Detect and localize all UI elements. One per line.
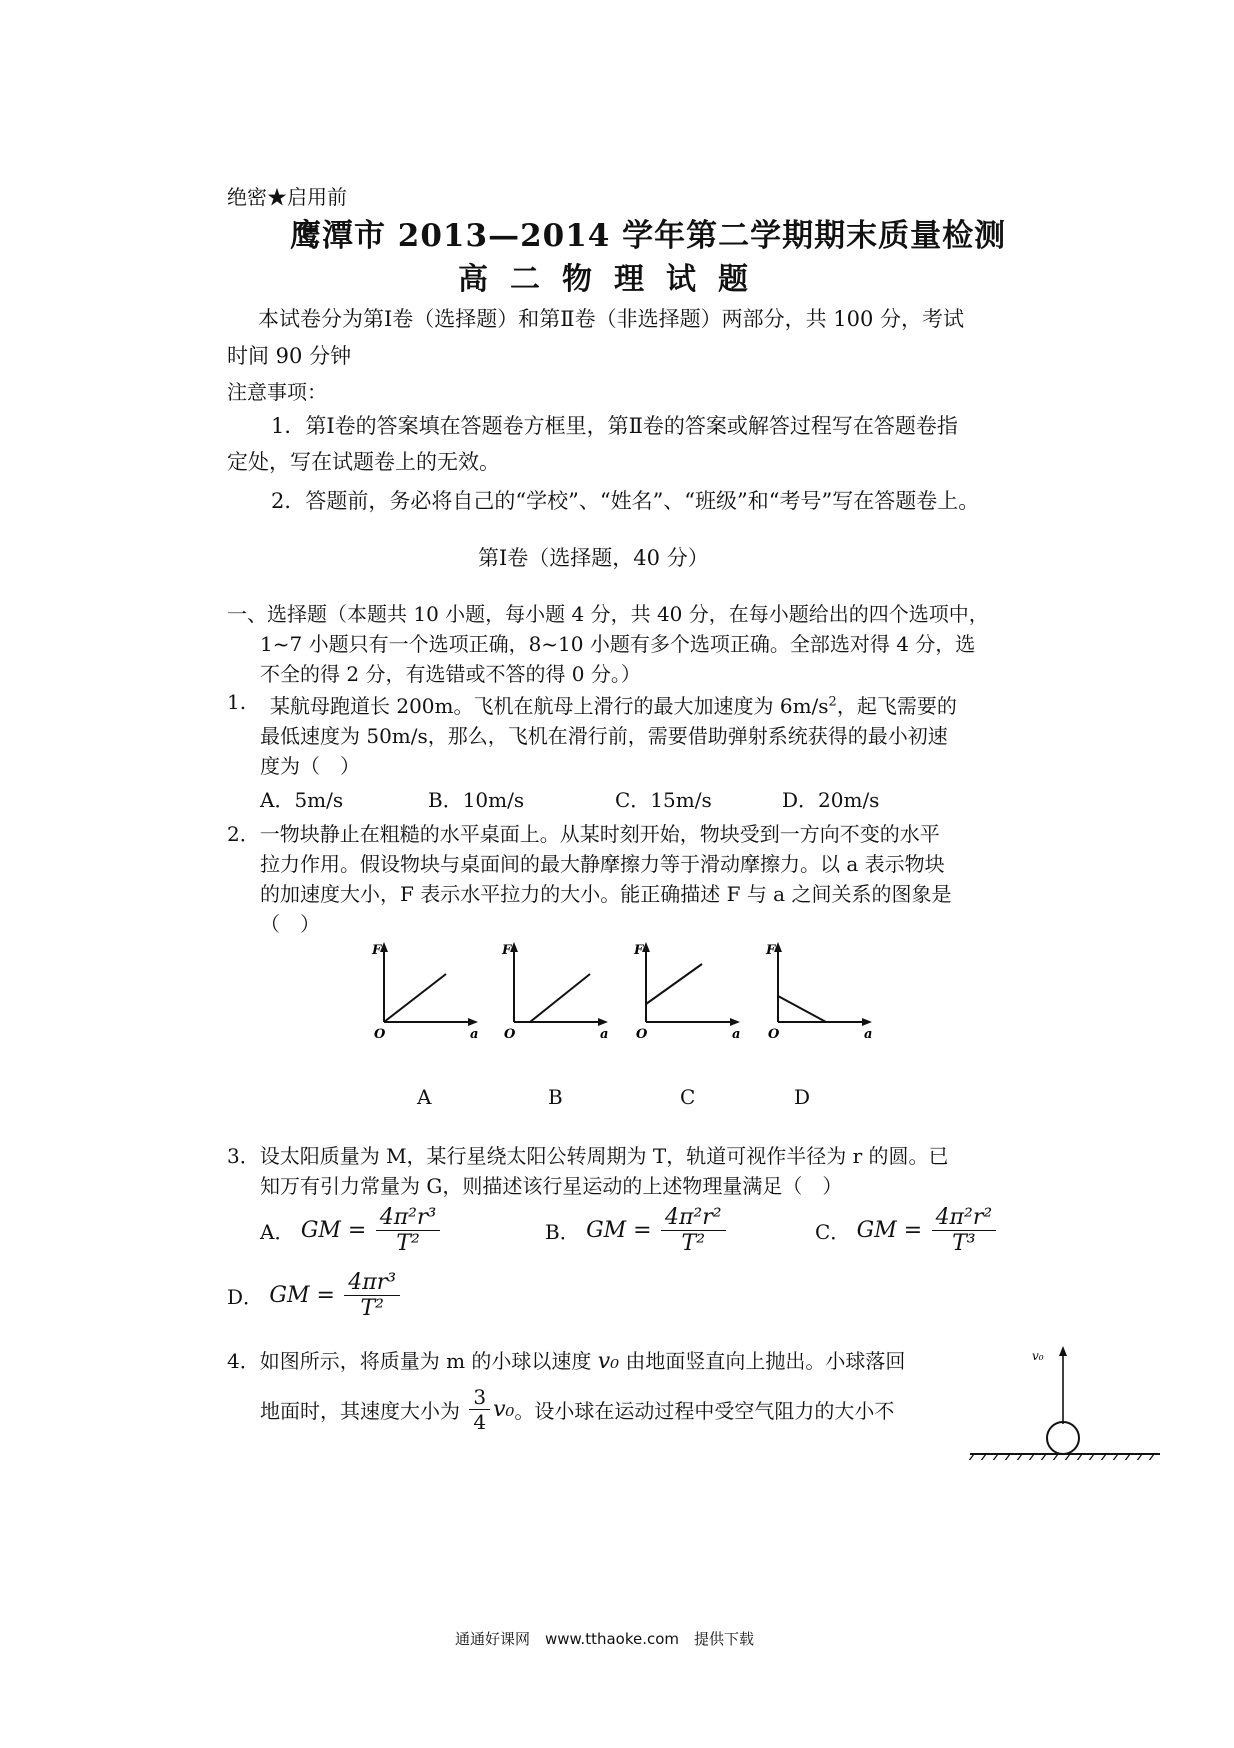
q1-line-1: 某航母跑道长 200m。飞机在航母上滑行的最大加速度为 $6m/s^2$，起飞需要的 — [270, 694, 957, 718]
q4-line-2: 地面时，其速度大小为 $\frac{3}{4}$ v₀。设小球在运动过程中受空气阻力的大小不 — [260, 1385, 895, 1434]
graph-b-origin: O — [504, 1027, 516, 1040]
graph-c-origin: O — [636, 1027, 648, 1040]
q4-figure — [960, 1340, 1170, 1460]
note-1-line-2: 定处，写在试题卷上的无效。 — [227, 450, 500, 474]
secret-mark: 绝密★启用前 — [227, 185, 347, 209]
graph-d-x-label: a — [864, 1027, 873, 1040]
graph-b-x-label: a — [600, 1027, 609, 1040]
q3-option-a: A． GM = $\frac{\text{4π²r³}}{\text{T²}}$ — [260, 1205, 443, 1256]
q2-line-1: 2．一物块静止在粗糙的水平桌面上。从某时刻开始，物块受到一方向不变的水平 — [227, 822, 940, 846]
graph-c-x-label: a — [732, 1027, 741, 1040]
section-1-heading: 第Ⅰ卷（选择题，40 分） — [478, 546, 709, 570]
q2-line-2: 拉力作用。假设物块与桌面间的最大静摩擦力等于滑动摩擦力。以 a 表示物块 — [260, 852, 945, 876]
notes-heading: 注意事项： — [227, 380, 327, 404]
footer-credit: 通通好课网 www.tthaoke.com 提供下载 — [455, 1630, 755, 1648]
intro-line-1: 本试卷分为第Ⅰ卷（选择题）和第Ⅱ卷（非选择题）两部分，共 100 分，考试 — [258, 307, 964, 331]
section-1-instr-2: 1~7 小题只有一个选项正确，8~10 小题有多个选项正确。全部选对得 4 分，选 — [260, 632, 976, 656]
q1-option-b: B．10m/s — [428, 788, 525, 812]
q2-line-3: 的加速度大小，F 表示水平拉力的大小。能正确描述 F 与 a 之间关系的图象是 — [260, 882, 952, 906]
graph-label-d: D — [794, 1085, 811, 1109]
graph-a-x-label: a — [470, 1027, 479, 1040]
q1-option-a: A．5m/s — [260, 788, 344, 812]
page-title: 鹰潭市 2013—2014 学年第二学期期末质量检测 — [290, 218, 1007, 254]
q2-graphs — [360, 940, 880, 1040]
graph-a-origin: O — [374, 1027, 386, 1040]
q3-line-1: 3．设太阳质量为 M，某行星绕太阳公转周期为 T，轨道可视作半径为 r 的圆。已 — [227, 1144, 949, 1168]
graph-a-y-label: F — [372, 943, 382, 958]
graph-b — [501, 942, 608, 1040]
graph-b-y-label: F — [502, 943, 512, 958]
section-1-instr-3: 不全的得 2 分，有选错或不答的得 0 分。） — [260, 662, 641, 686]
graph-label-a: A — [417, 1085, 432, 1109]
q1-option-d: D．20m/s — [782, 788, 880, 812]
note-1-line-1: 1．第Ⅰ卷的答案填在答题卷方框里，第Ⅱ卷的答案或解答过程写在答题卷指 — [271, 414, 958, 438]
v0-label: v₀ — [1032, 1349, 1044, 1363]
note-2: 2．答题前，务必将自己的“学校”、“姓名”、“班级”和“考号”写在答题卷上。 — [271, 489, 980, 513]
ball — [1047, 1422, 1079, 1454]
graph-d-y-label: F — [766, 943, 776, 958]
q1-number: 1. — [227, 690, 247, 714]
q2-line-4: （ ） — [260, 912, 320, 936]
graph-d — [765, 942, 872, 1040]
graph-c — [633, 942, 740, 1040]
q3-line-2: 知万有引力常量为 G，则描述该行星运动的上述物理量满足（ ） — [260, 1174, 843, 1198]
graph-a — [371, 942, 478, 1040]
intro-line-2: 时间 90 分钟 — [227, 344, 352, 368]
q4-line-1: 4．如图所示，将质量为 m 的小球以速度 v₀ 由地面竖直向上抛出。小球落回 — [227, 1349, 906, 1374]
q3-option-d: D． GM = $\frac{\text{4πr³}}{\text{T²}}$ — [227, 1270, 403, 1321]
page-subtitle: 高二物理试题 — [458, 262, 770, 297]
velocity-arrowhead — [1059, 1346, 1067, 1356]
graph-label-b: B — [548, 1085, 563, 1109]
q1-line-2: 最低速度为 50m/s，那么，飞机在滑行前，需要借助弹射系统获得的最小初速 — [260, 724, 948, 748]
graph-label-c: C — [680, 1085, 696, 1109]
q3-option-b: B． GM = $\frac{\text{4π²r²}}{\text{T²}}$ — [545, 1205, 729, 1256]
q3-option-c: C． GM = $\frac{\text{4π²r²}}{\text{T³}}$ — [815, 1205, 999, 1256]
q1-option-c: C．15m/s — [615, 788, 712, 812]
graph-c-y-label: F — [634, 943, 644, 958]
graph-d-origin: O — [768, 1027, 780, 1040]
q1-line-3: 度为（ ） — [260, 754, 360, 778]
section-1-instr-1: 一、选择题（本题共 10 小题，每小题 4 分，共 40 分，在每小题给出的四个选项中， — [227, 602, 989, 626]
